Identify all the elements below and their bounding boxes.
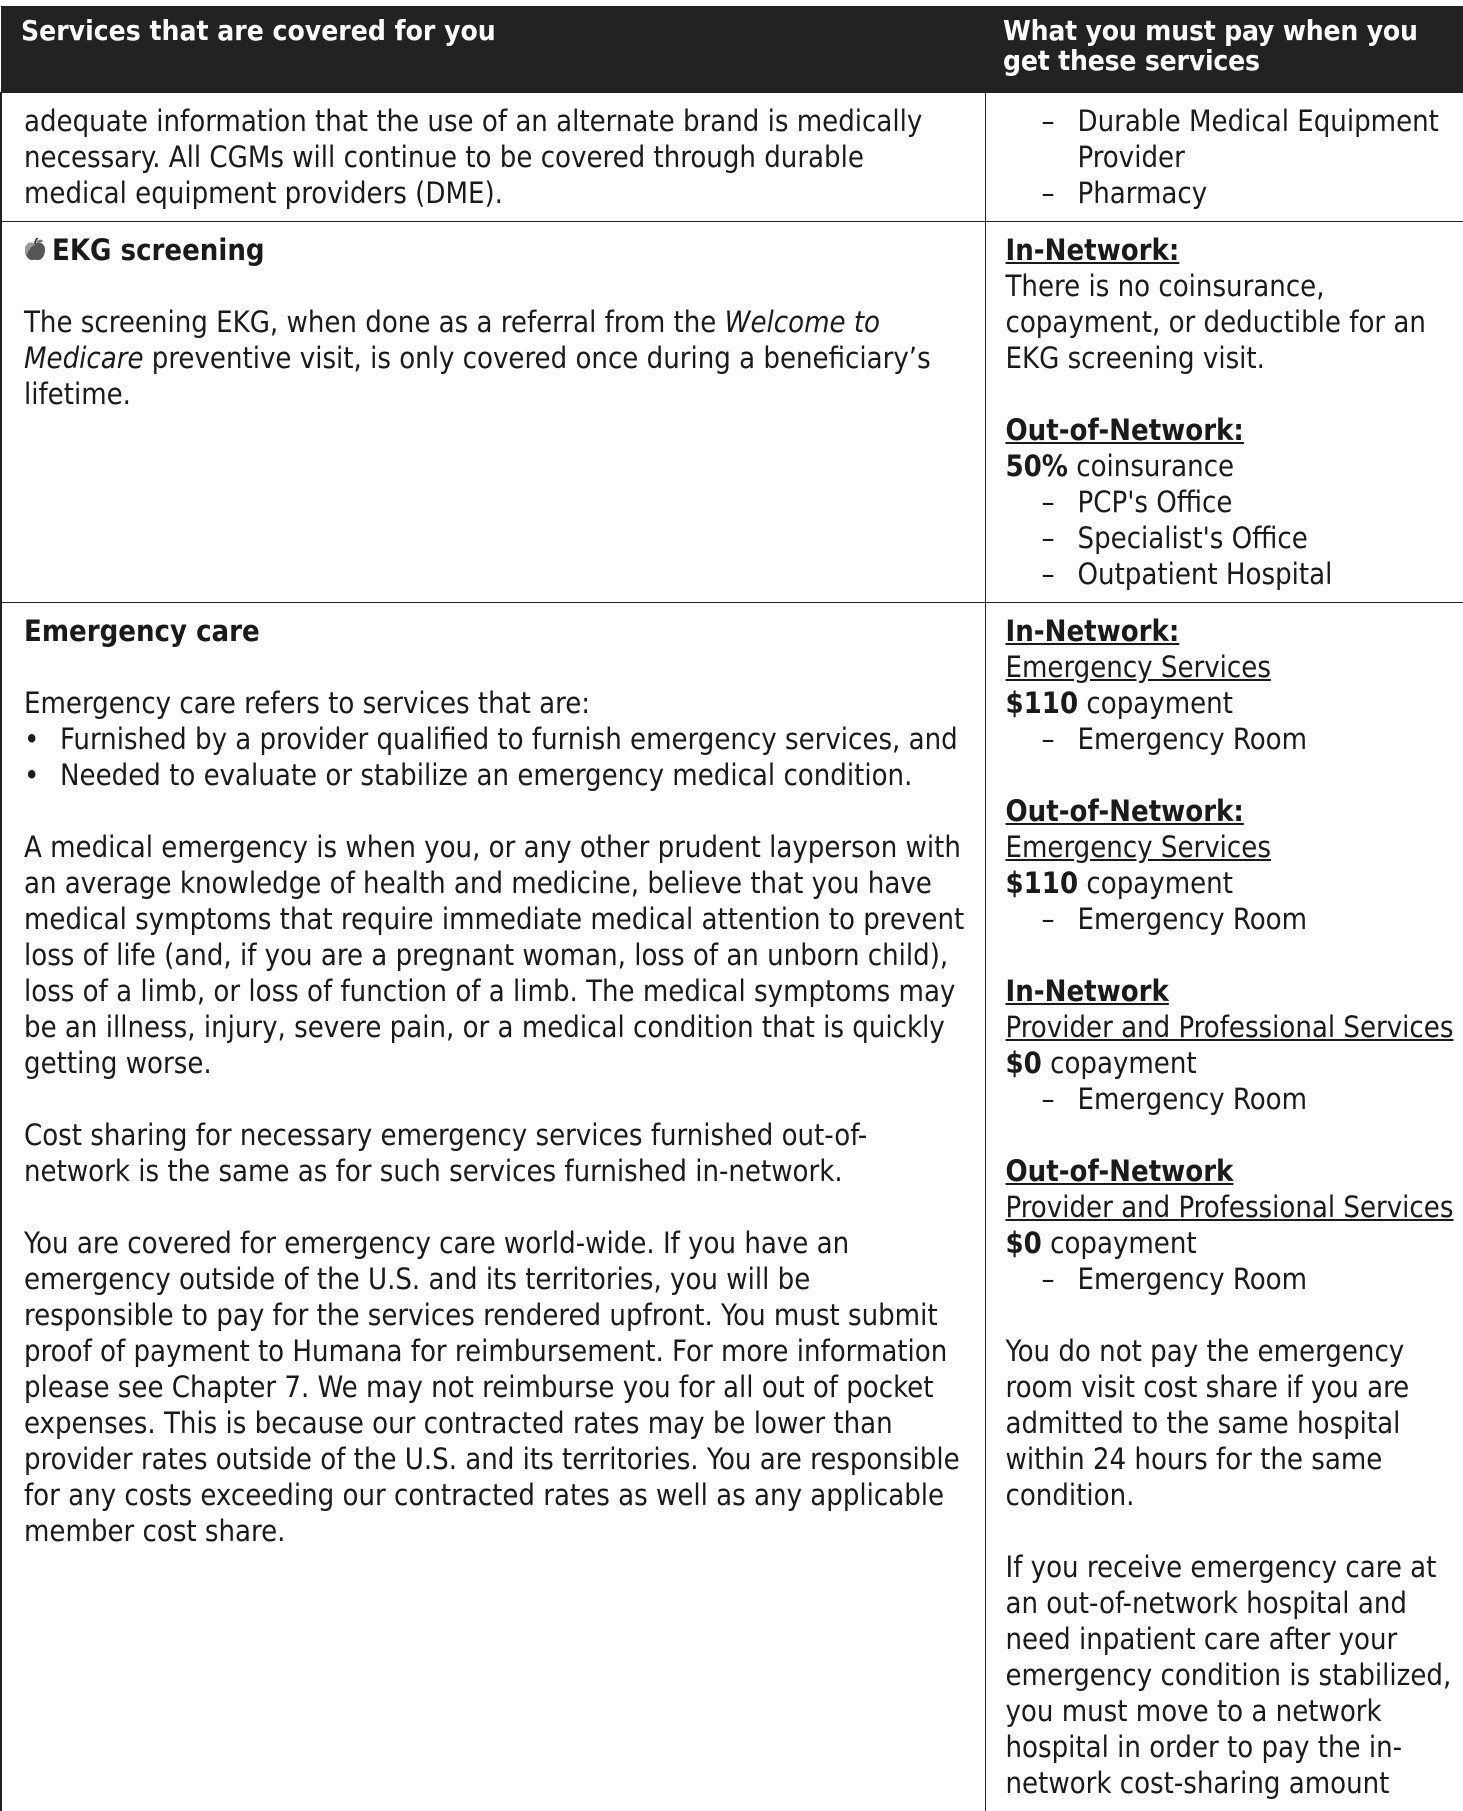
note-text: You do not pay the emergency room visit cost share if you are admitted to the same hospital within 24 hours for the same condition. [1006, 1333, 1456, 1513]
in-network-label: In-Network: [1006, 232, 1456, 268]
in-network-text: There is no coinsurance, copayment, or deductible for an EKG screening visit. [1006, 268, 1456, 376]
service-description [24, 304, 967, 412]
cost-unit: copayment [1042, 1046, 1197, 1080]
cost-unit: copayment [1078, 686, 1233, 720]
table-row [1, 603, 1463, 1811]
cost-cell [985, 222, 1463, 603]
bullet-list [24, 721, 967, 793]
cost-unit: coinsurance [1068, 449, 1234, 483]
service-type: Provider and Professional Services [1006, 1189, 1456, 1225]
paragraph: Cost sharing for necessary emergency services furnished out-of-network is the same as for such services furnished in-network. [24, 1117, 967, 1189]
cost-amount: 50% [1006, 449, 1068, 483]
cost-amount: $110 [1006, 686, 1079, 720]
table-header-row [1, 6, 1463, 93]
network-label: In-Network: [1006, 613, 1456, 649]
service-title-text: EKG screening [52, 232, 265, 268]
intro-text: Emergency care refers to services that are: [24, 685, 967, 721]
location-list [1006, 103, 1456, 211]
description-text: The screening EKG, when done as a referral from the [24, 305, 725, 339]
network-label: Out-of-Network [1006, 1153, 1456, 1189]
bullet-item: • Needed to evaluate or stabilize an emergency medical condition. [24, 757, 967, 793]
header-services-covered: Services that are covered for you [1, 6, 985, 93]
location-item: – Pharmacy [1042, 175, 1456, 211]
location-item: – Emergency Room [1042, 901, 1456, 937]
network-label: Out-of-Network: [1006, 793, 1456, 829]
cost-line [1006, 1225, 1456, 1261]
location-item: – PCP's Office [1042, 484, 1456, 520]
cost-amount: $0 [1006, 1046, 1042, 1080]
location-item: – Outpatient Hospital [1042, 556, 1456, 592]
apple-icon [24, 238, 46, 262]
cost-line [1006, 1045, 1456, 1081]
location-item: – Durable Medical Equipment Provider [1042, 103, 1456, 175]
service-type: Provider and Professional Services [1006, 1009, 1456, 1045]
header-what-you-pay: What you must pay when you get these services [985, 6, 1463, 93]
note-text: If you receive emergency care at an out-of-network hospital and need inpatient care after your emergency condition is stabilized, you must move to a network hospital in order to pay the in-network cost-sharing amount [1006, 1549, 1456, 1801]
cost-line [1006, 685, 1456, 721]
cost-line [1006, 865, 1456, 901]
service-description-cell [1, 603, 985, 1811]
location-item: – Emergency Room [1042, 1261, 1456, 1297]
cost-block [1006, 973, 1456, 1117]
location-list [1006, 1261, 1456, 1297]
table-row [1, 222, 1463, 603]
service-title [24, 232, 967, 268]
service-description-cell [1, 222, 985, 603]
cost-block [1006, 613, 1456, 757]
description-text: preventive visit, is only covered once during a beneficiary’s lifetime. [24, 341, 931, 411]
location-list [1006, 484, 1456, 592]
cost-cell [985, 603, 1463, 1811]
location-list [1006, 721, 1456, 757]
cost-unit: copayment [1042, 1226, 1197, 1260]
service-description-cell [1, 93, 985, 222]
network-label: In-Network [1006, 973, 1456, 1009]
service-title: Emergency care [24, 613, 967, 649]
table-row [1, 93, 1463, 222]
location-list [1006, 1081, 1456, 1117]
location-item: – Emergency Room [1042, 721, 1456, 757]
service-type: Emergency Services [1006, 829, 1456, 865]
benefits-table [0, 6, 1463, 1811]
location-item: – Emergency Room [1042, 1081, 1456, 1117]
cost-amount: $110 [1006, 866, 1079, 900]
out-of-network-label: Out-of-Network: [1006, 412, 1456, 448]
cost-amount: $0 [1006, 1226, 1042, 1260]
cost-block [1006, 1153, 1456, 1297]
cost-cell [985, 93, 1463, 222]
paragraph: You are covered for emergency care world-wide. If you have an emergency outside of the U.S. and its territories, you will be responsible to pay for the services rendered upfront. You must submit proof of payment to Humana for reimbursement. For more information please see Chapter 7. We may not reimburse you for all out of pocket expenses. This is because our contracted rates may be lower than provider rates outside of the U.S. and its territories. You are responsible for any costs exceeding our contracted rates as well as any applicable member cost share. [24, 1225, 967, 1549]
continuation-text: adequate information that the use of an alternate brand is medically necessary. All CGMs will continue to be covered through durable medical equipment providers (DME). [24, 103, 967, 211]
cost-unit: copayment [1078, 866, 1233, 900]
bullet-item: • Furnished by a provider qualified to furnish emergency services, and [24, 721, 967, 757]
out-of-network-cost [1006, 448, 1456, 484]
location-list [1006, 901, 1456, 937]
location-item: – Specialist's Office [1042, 520, 1456, 556]
cost-block [1006, 793, 1456, 937]
paragraph: A medical emergency is when you, or any other prudent layperson with an average knowledge of health and medicine, believe that you have medical symptoms that require immediate medical attention to prevent loss of life (and, if you are a pregnant woman, loss of an unborn child), loss of a limb, or loss of function of a limb. The medical symptoms may be an illness, injury, severe pain, or a medical condition that is quickly getting worse. [24, 829, 967, 1081]
service-type: Emergency Services [1006, 649, 1456, 685]
description-italic-text: Welcome to Medicare [24, 305, 880, 375]
